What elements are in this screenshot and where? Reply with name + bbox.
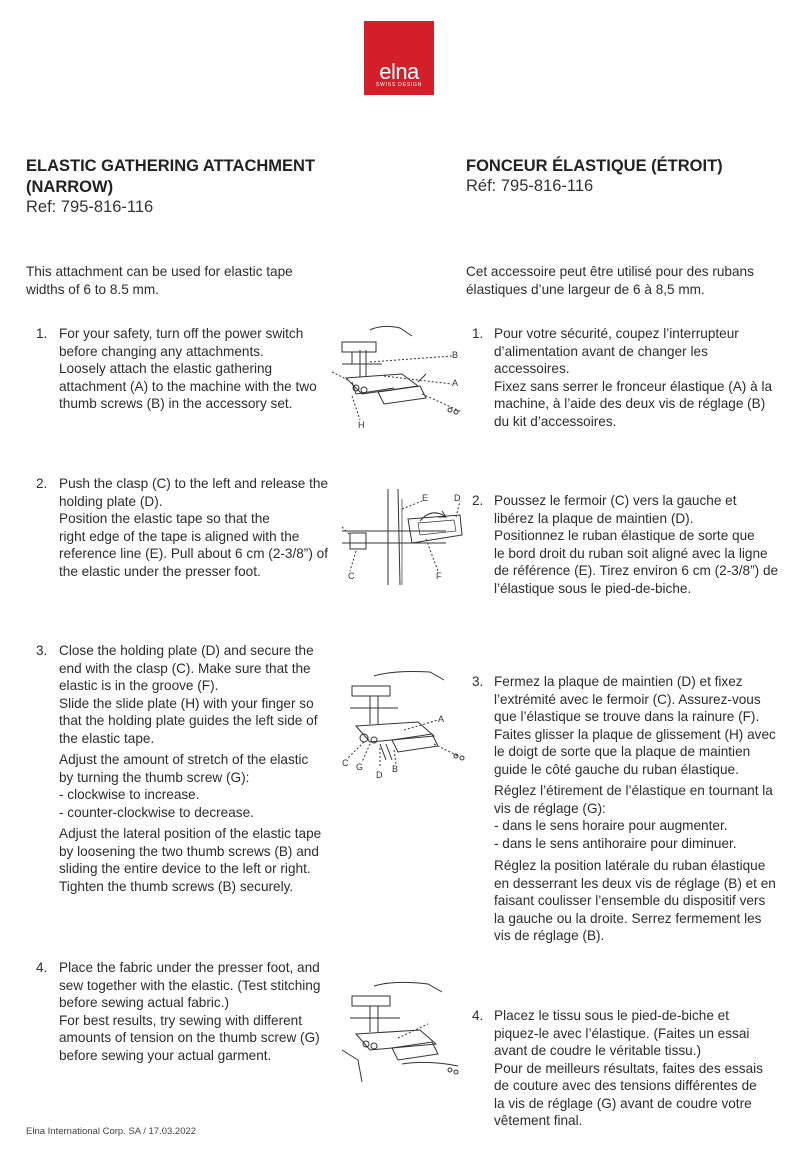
fig2-label-e: E bbox=[422, 493, 429, 503]
en-step4-number: 4. bbox=[36, 960, 48, 975]
fig3-label-b: B bbox=[392, 764, 399, 774]
fr-step3-number: 3. bbox=[472, 674, 484, 689]
figure-step4-sewing bbox=[338, 980, 472, 1086]
fig2-label-d: D bbox=[454, 493, 461, 503]
fr-step1-number: 1. bbox=[472, 326, 484, 341]
figure-step2-elastic-tape bbox=[336, 487, 478, 587]
fig2-label-c: C bbox=[348, 571, 355, 581]
fr-step4-text: Placez le tissu sous le pied-de-biche et piquez-le avec l’élastique. (Faites un essai avant de coudre le véritable tissu.) Pour de meilleurs résultats, faites des essais de couture avec des tensions différentes de la vis de réglage (G) avant de coudre votre vêtement final. bbox=[494, 1008, 763, 1128]
fig3-label-a: A bbox=[438, 714, 445, 724]
en-step4-text: Place the fabric under the presser foot, and sew together with the elastic. (Test stitching before sewing actual fabric.) For best results, try sewing with different amounts of tension on the thumb screw (G) before sewing your actual garment. bbox=[59, 960, 321, 1063]
footer-copyright: Elna International Corp. SA / 17.03.2022 bbox=[26, 1126, 197, 1137]
logo-tagline: SWISS DESIGN bbox=[375, 82, 423, 88]
en-step1-text: For your safety, turn off the power switch before changing any attachments. Loosely attach the elastic gathering attachment (A) to the machine with the two thumb screws (B) in the accessory set. bbox=[59, 326, 317, 411]
en-step3-text: Close the holding plate (D) and secure the end with the clasp (C). Make sure that the elastic is in the groove (F). Slide the slide plate (H) with your finger so that the holding plate guides the left side of the elastic tape. bbox=[59, 643, 318, 746]
fig3-label-g: G bbox=[356, 762, 364, 772]
fig1-label-b: B bbox=[452, 350, 459, 360]
fr-step2-number: 2. bbox=[472, 493, 484, 508]
en-step3-number: 3. bbox=[36, 643, 48, 658]
en-title-line1: ELASTIC GATHERING ATTACHMENT bbox=[26, 157, 316, 175]
fig1-label-a: A bbox=[452, 378, 459, 388]
en-step3-text3: Adjust the lateral position of the elastic tape by loosening the two thumb screws (B) and sliding the entire device to the left or right. Tighten the thumb screws (B) securely. bbox=[59, 826, 322, 894]
fr-step3-text3: Réglez la position latérale du ruban élastique en desserrant les deux vis de réglage (B) et en faisant coulisser l’ensemble du dispositif vers la gauche ou la droite. Serrez fermement les vis de réglage (B). bbox=[494, 858, 776, 943]
fr-step3-text2: Réglez l’étirement de l’élastique en tournant la vis de réglage (G): - dans le sens horaire pour augmenter. - dans le sens antihoraire pour diminuer. bbox=[494, 783, 773, 851]
figure-step1-attachment bbox=[322, 322, 472, 434]
en-step2-number: 2. bbox=[36, 476, 48, 491]
en-ref: Ref: 795-816-116 bbox=[26, 198, 154, 216]
fig1-label-h: H bbox=[358, 420, 365, 430]
fr-title: FONCEUR ÉLASTIQUE (ÉTROIT) bbox=[466, 157, 723, 175]
fr-step2-text: Poussez le fermoir (C) vers la gauche et libérez la plaque de maintien (D). Positionnez le ruban élastique de sorte que le bord droit du ruban soit aligné avec la ligne de référence (E). Tirez environ 6 cm (2-3/8”) de l’élastique sous le pied-de-biche. bbox=[494, 493, 779, 596]
elna-logo bbox=[364, 21, 434, 95]
fr-intro: Cet accessoire peut être utilisé pour des rubans élastiques d’une largeur de 6 à 8,5 mm. bbox=[466, 264, 754, 297]
en-intro: This attachment can be used for elastic tape widths of 6 to 8.5 mm. bbox=[26, 264, 293, 297]
fig3-label-d: D bbox=[376, 770, 383, 780]
en-step2-text: Push the clasp (C) to the left and release the holding plate (D). Position the elastic tape so that the right edge of the tape is aligned with the reference line (E). Pull about 6 cm (2-3/8”) of the elastic under the presser foot. bbox=[59, 476, 329, 579]
fr-step3-text: Fermez la plaque de maintien (D) et fixez l’extrémité avec le fermoir (C). Assurez-vous que l’élastique se trouve dans la rainure (F). Faites glisser la plaque de glissement (H) avec le doigt de sorte que la plaque de maintien guide le côté gauche du ruban élastique. bbox=[494, 674, 776, 777]
fig2-label-f: F bbox=[436, 571, 442, 581]
en-title-line2: (NARROW) bbox=[26, 178, 114, 196]
figure-step3-holding-plate bbox=[334, 668, 474, 784]
fr-ref: Réf: 795-816-116 bbox=[466, 177, 594, 195]
fr-step1-text: Pour votre sécurité, coupez l’interrupteur d’alimentation avant de changer les accessoires. Fixez sans serrer le fronceur élastique (A) à la machine, à l’aide des deux vis de réglage (B) du kit d’accessoires. bbox=[494, 326, 773, 429]
en-step1-number: 1. bbox=[36, 326, 48, 341]
fig3-label-c: C bbox=[342, 758, 349, 768]
logo-wordmark: elna bbox=[379, 59, 419, 84]
fr-step4-number: 4. bbox=[472, 1008, 484, 1023]
en-step3-text2: Adjust the amount of stretch of the elastic by turning the thumb screw (G): - clockwise to increase. - counter-clockwise to decrease. bbox=[59, 752, 309, 820]
